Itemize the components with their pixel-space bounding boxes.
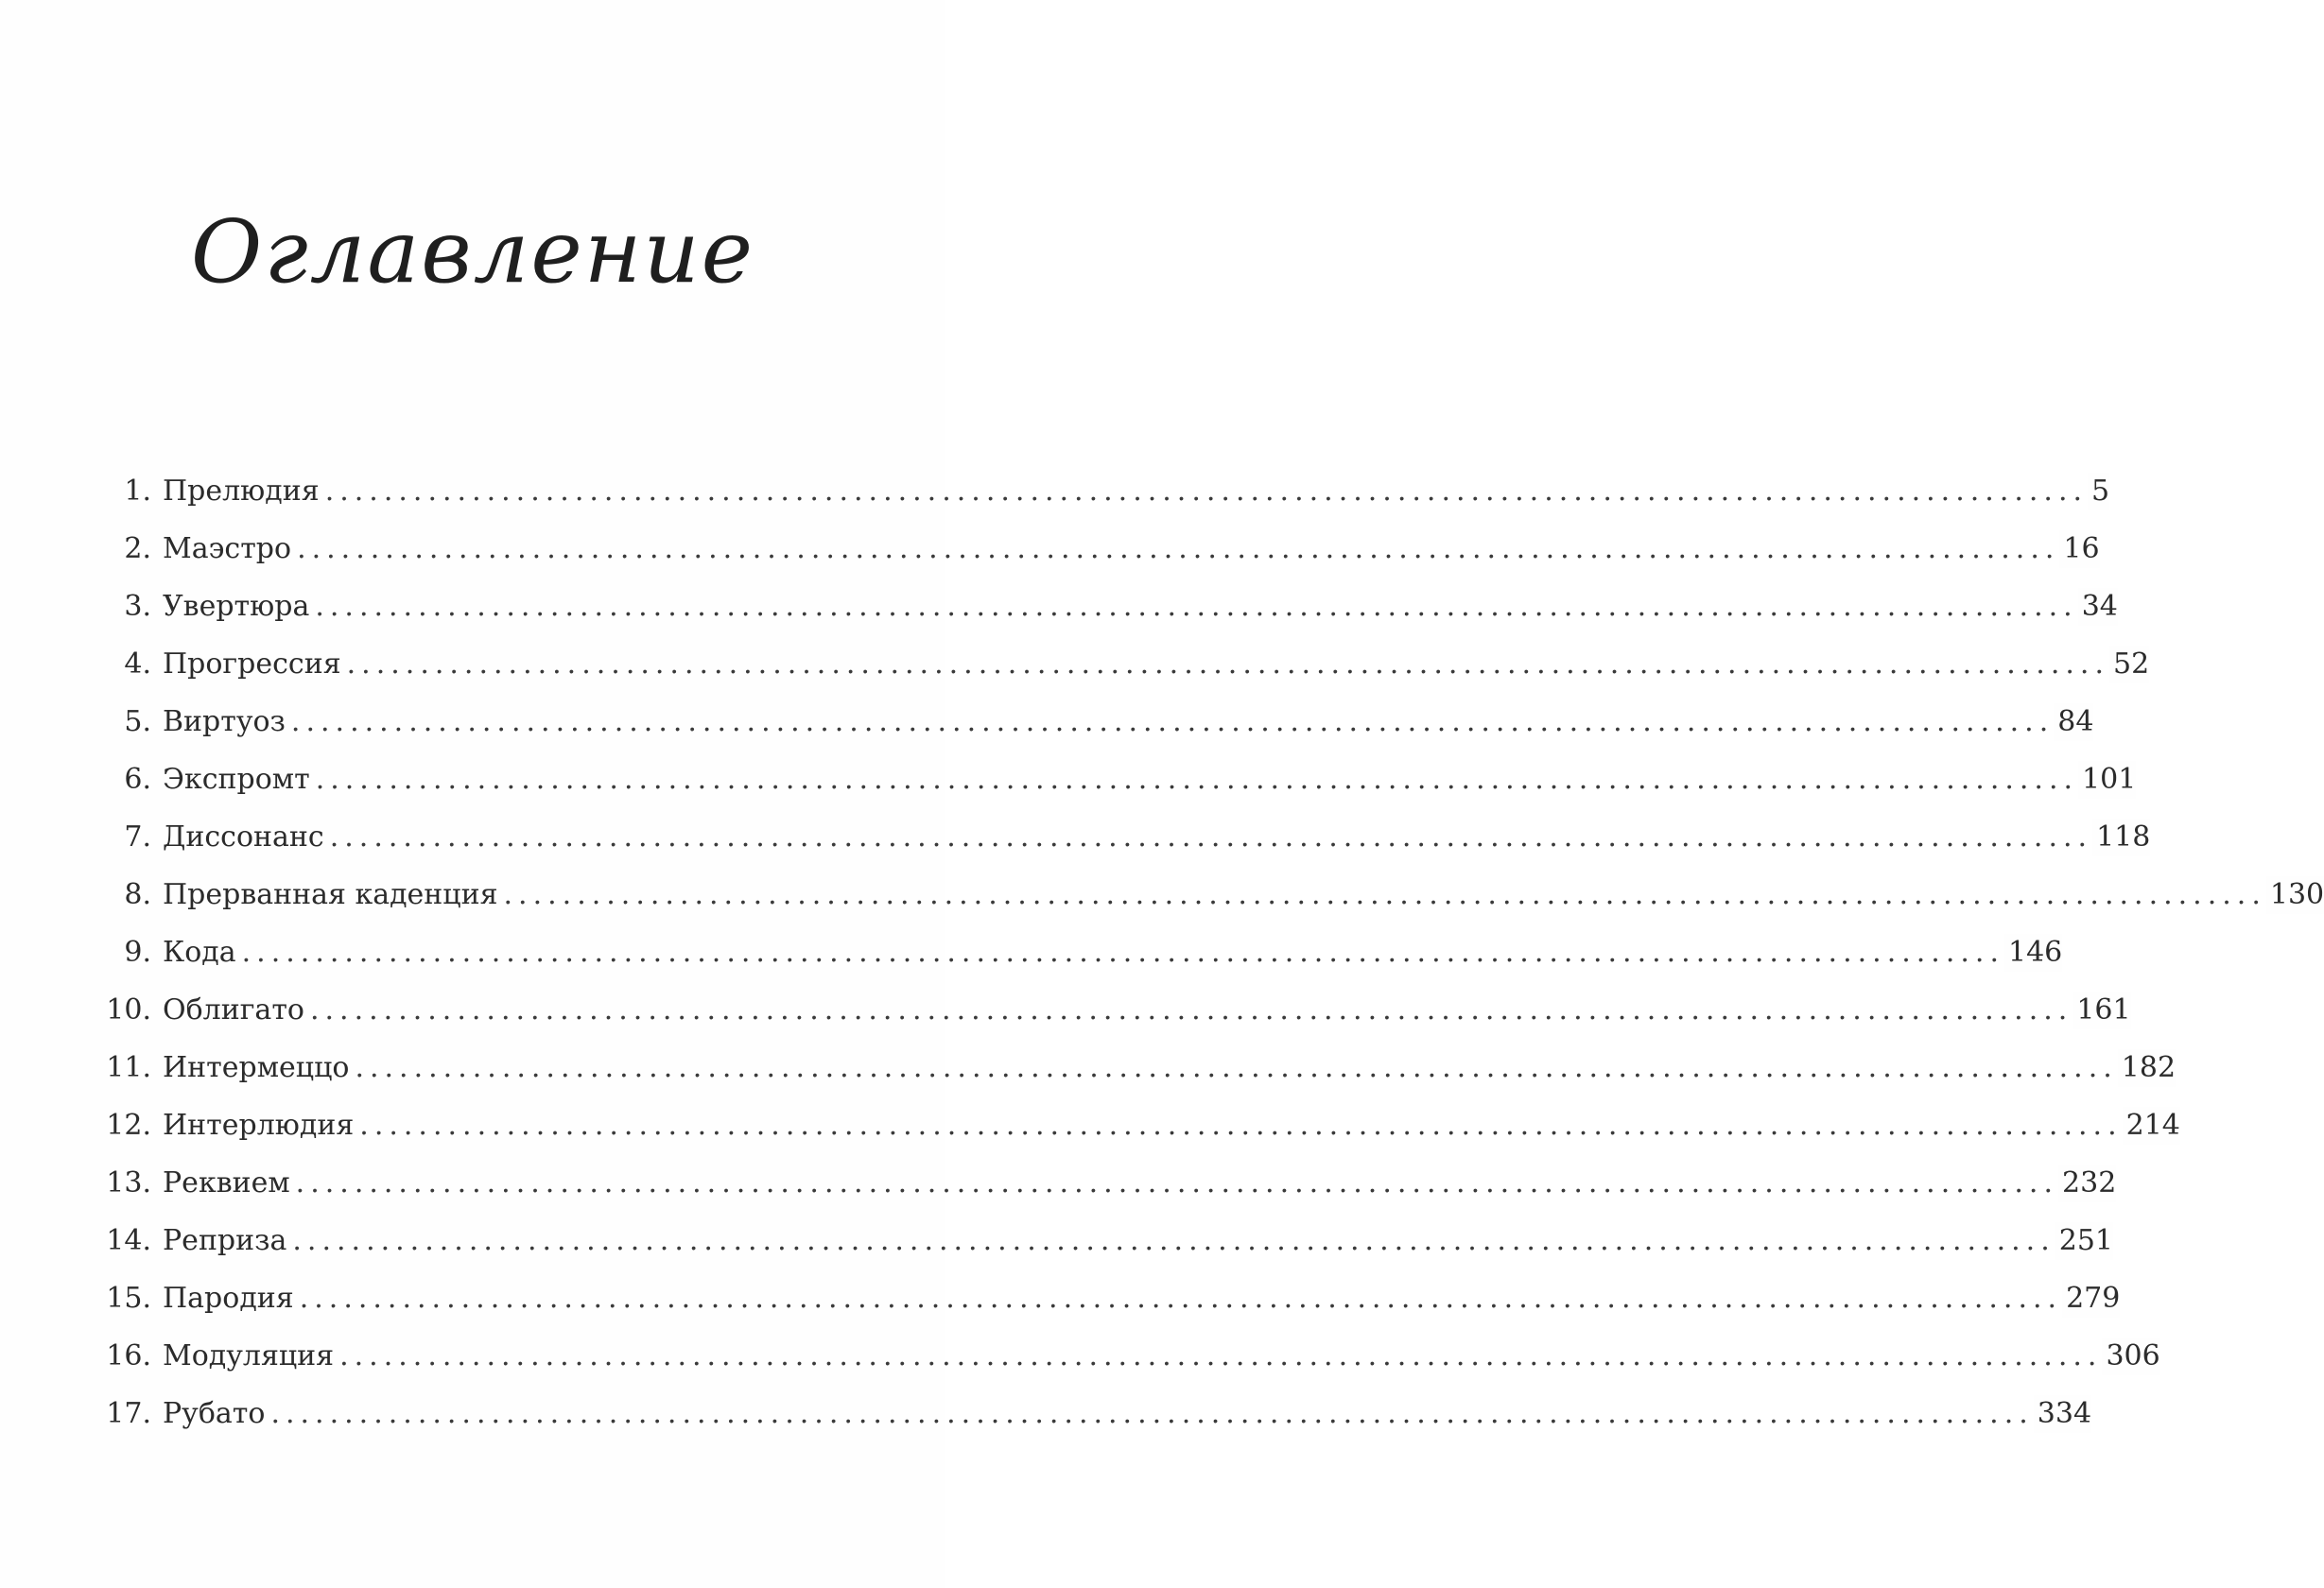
toc-entry-page: 306: [2102, 1338, 2159, 1375]
toc-entry-title: Облигато: [163, 992, 310, 1029]
toc-entry-page: 146: [2004, 934, 2062, 972]
toc-entry-number: 12.: [106, 1109, 151, 1142]
toc-entry-title: Интермеццо: [163, 1049, 355, 1087]
toc-entry-number: 8.: [124, 878, 151, 911]
toc-entry-number: 6.: [124, 763, 151, 796]
toc-entry-page: 334: [2034, 1395, 2091, 1433]
toc-entry-14[interactable]: [106, 1222, 2113, 1260]
toc-entry-8[interactable]: [124, 876, 2324, 914]
toc-dot-leader: ........................................................................................................................: [299, 1282, 2063, 1315]
toc-entry-page: 52: [2109, 646, 2149, 683]
toc-entry-page: 182: [2118, 1049, 2176, 1087]
toc-entry-title: Прогрессия: [163, 646, 347, 683]
toc-entry-number: 15.: [106, 1282, 151, 1315]
toc-entry-number: 5.: [124, 705, 151, 738]
toc-entry-page: 161: [2073, 992, 2130, 1029]
toc-dot-leader: ........................................................................................................................: [346, 647, 2109, 681]
toc-entry-number: 16.: [106, 1339, 151, 1372]
toc-entry-12[interactable]: [106, 1107, 2180, 1145]
toc-entry-title: Увертюра: [163, 588, 315, 626]
toc-entry-title: Кода: [163, 934, 242, 972]
toc-dot-leader: ........................................................................................................................: [290, 705, 2055, 738]
toc-dot-leader: ........................................................................................................................: [355, 1051, 2118, 1084]
toc-entry-title: Пародия: [163, 1280, 300, 1318]
toc-entry-page: 214: [2123, 1107, 2180, 1145]
toc-entry-number: 3.: [124, 590, 151, 623]
toc-dot-leader: ........................................................................................................................: [503, 878, 2266, 911]
toc-entry-7[interactable]: [124, 819, 2151, 856]
page-title: Оглавление: [190, 200, 755, 302]
toc-entry-page: 279: [2062, 1280, 2120, 1318]
toc-entry-number: 14.: [106, 1224, 151, 1257]
toc-entry-title: Экспромт: [163, 761, 316, 799]
toc-entry-title: Интерлюдия: [163, 1107, 359, 1145]
toc-dot-leader: ........................................................................................................................: [241, 936, 2004, 969]
toc-dot-leader: ........................................................................................................................: [324, 475, 2089, 508]
toc-entry-title: Прерванная каденция: [163, 876, 504, 914]
toc-entry-page: 16: [2059, 530, 2099, 568]
toc-entry-page: 251: [2055, 1222, 2113, 1260]
toc-entry-title: Модуляция: [163, 1338, 339, 1375]
toc-dot-leader: ........................................................................................................................: [339, 1339, 2103, 1372]
toc-entry-5[interactable]: [124, 703, 2094, 741]
toc-entry-title: Диссонанс: [163, 819, 330, 856]
toc-entry-title: Виртуоз: [163, 703, 291, 741]
toc-entry-number: 4.: [124, 647, 151, 681]
toc-entry-6[interactable]: [124, 761, 2137, 799]
toc-entry-page: 34: [2078, 588, 2118, 626]
toc-dot-leader: ........................................................................................................................: [315, 590, 2078, 623]
toc-entry-number: 10.: [106, 993, 151, 1027]
toc-entry-page: 118: [2092, 819, 2150, 856]
toc-entry-number: 17.: [106, 1397, 151, 1430]
toc-dot-leader: ........................................................................................................................: [292, 1224, 2055, 1257]
toc-entry-10[interactable]: [106, 992, 2131, 1029]
toc-entry-17[interactable]: [106, 1395, 2092, 1433]
toc-entry-13[interactable]: [106, 1165, 2117, 1202]
toc-dot-leader: ........................................................................................................................: [309, 993, 2073, 1027]
toc-entry-3[interactable]: [124, 588, 2118, 626]
toc-entry-page: 84: [2054, 703, 2093, 741]
toc-dot-leader: ........................................................................................................................: [359, 1109, 2123, 1142]
toc-entry-number: 1.: [124, 475, 151, 508]
toc-dot-leader: ........................................................................................................................: [315, 763, 2079, 796]
toc-entry-number: 9.: [124, 936, 151, 969]
toc-entry-number: 2.: [124, 532, 151, 565]
toc-entry-2[interactable]: [124, 530, 2100, 568]
toc-entry-16[interactable]: [106, 1338, 2160, 1375]
toc-dot-leader: ........................................................................................................................: [270, 1397, 2034, 1430]
toc-dot-leader: ........................................................................................................................: [329, 820, 2093, 854]
toc-entry-number: 13.: [106, 1166, 151, 1200]
toc-entry-page: 130: [2266, 876, 2324, 914]
toc-entry-page: 101: [2078, 761, 2136, 799]
toc-dot-leader: ........................................................................................................................: [295, 1166, 2059, 1200]
toc-entry-number: 7.: [124, 820, 151, 854]
toc-entry-9[interactable]: [124, 934, 2063, 972]
toc-entry-title: Маэстро: [163, 530, 297, 568]
toc-entry-title: Реквием: [163, 1165, 296, 1202]
toc-entry-page: 232: [2058, 1165, 2116, 1202]
toc-entry-15[interactable]: [106, 1280, 2121, 1318]
toc-entry-4[interactable]: [124, 646, 2150, 683]
toc-entry-title: Реприза: [163, 1222, 292, 1260]
toc-entry-1[interactable]: [124, 473, 2110, 510]
toc-entry-number: 11.: [106, 1051, 151, 1084]
toc-entry-title: Рубато: [163, 1395, 270, 1433]
toc-entry-11[interactable]: [106, 1049, 2177, 1087]
toc-entry-title: Прелюдия: [163, 473, 325, 510]
toc-entry-page: 5: [2088, 473, 2109, 510]
toc-dot-leader: ........................................................................................................................: [297, 532, 2060, 565]
